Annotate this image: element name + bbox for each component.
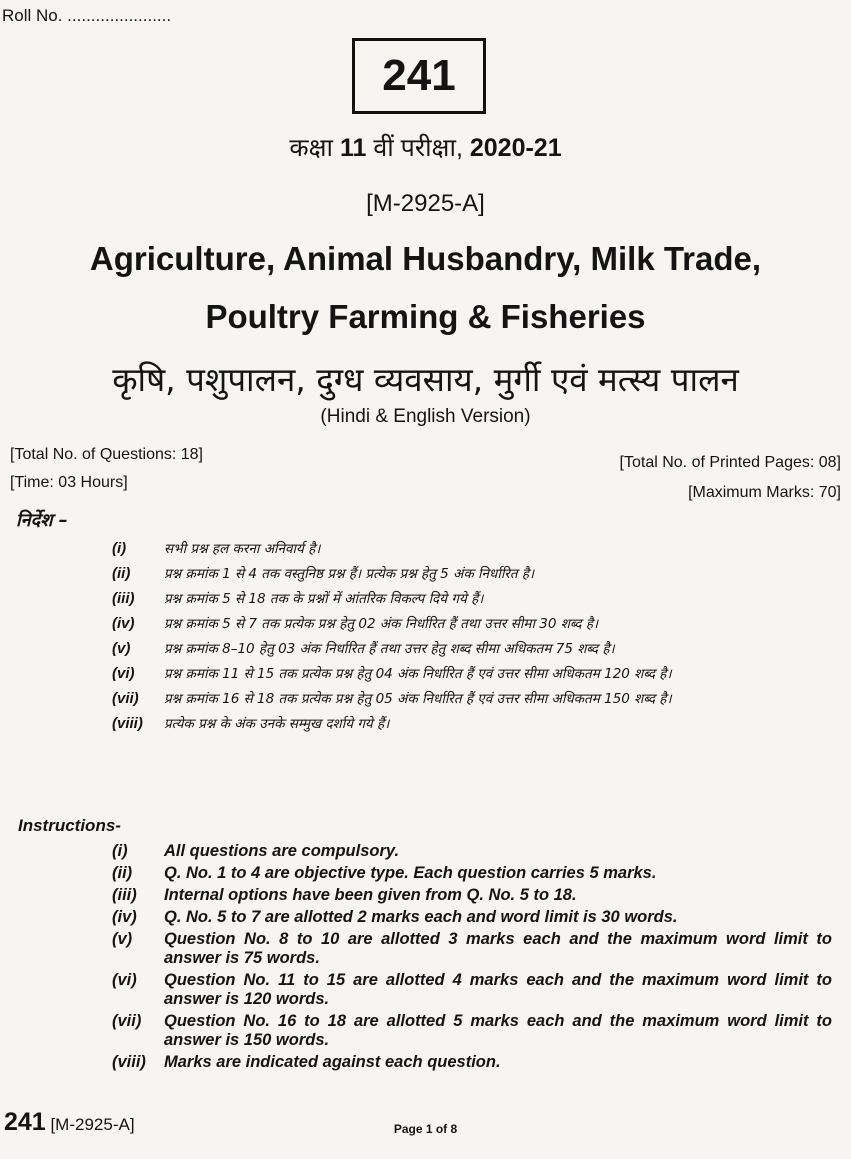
item-number: (v) — [112, 640, 131, 657]
list-item — [112, 715, 832, 733]
item-text: Internal options have been given from Q. No. 5 to 18. — [164, 886, 577, 904]
subject-title-line-2: Poultry Farming & Fisheries — [205, 298, 646, 335]
instructions-english-heading: Instructions- — [18, 816, 121, 835]
item-number: (vii) — [112, 1012, 142, 1030]
list-item — [112, 930, 832, 968]
instructions-hindi-heading: निर्देश – — [16, 510, 68, 531]
item-text: प्रश्न क्रमांक 11 से 15 तक प्रत्येक प्रश्न हेतु 04 अंक निर्धारित हैं एवं उत्तर सीमा अधिकतम 120 शब्द है। — [164, 666, 672, 682]
item-number: (iv) — [112, 615, 135, 632]
subject-title-line-1: Agriculture, Animal Husbandry, Milk Trade, — [89, 240, 762, 277]
list-item — [112, 864, 832, 883]
list-item — [112, 690, 832, 708]
item-text: प्रत्येक प्रश्न के अंक उनके सम्मुख दर्शाये गये हैं। — [164, 716, 390, 732]
item-number: (i) — [112, 842, 128, 860]
exam-line — [0, 130, 851, 164]
item-number: (v) — [112, 930, 133, 948]
item-text: Marks are indicated against each question. — [164, 1053, 501, 1071]
exam-year: 2020-21 — [469, 134, 562, 162]
item-text: Question No. 16 to 18 are allotted 5 marks each and the maximum word limit to answer is 150 words. — [164, 1012, 832, 1049]
item-text: प्रश्न क्रमांक 8–10 हेतु 03 अंक निर्धारित हैं तथा उत्तर हेतु शब्द सीमा अधिकतम 75 शब्द है। — [164, 641, 615, 657]
maximum-marks: [Maximum Marks: 70] — [688, 484, 841, 501]
item-text: प्रश्न क्रमांक 1 से 4 तक वस्तुनिष्ठ प्रश्न हैं। प्रत्येक प्रश्न हेतु 5 अंक निर्धारित है। — [164, 566, 535, 582]
list-item — [112, 971, 832, 1009]
item-text: प्रश्न क्रमांक 16 से 18 तक प्रत्येक प्रश्न हेतु 05 अंक निर्धारित हैं एवं उत्तर सीमा अधिकतम 150 शब्द है। — [164, 691, 672, 707]
footer-code-text: [M-2925-A] — [50, 1115, 135, 1134]
paper-code: [M-2925-A] — [366, 190, 485, 217]
version-note: (Hindi & English Version) — [320, 406, 531, 427]
item-number: (vii) — [112, 690, 139, 707]
item-number: (i) — [112, 540, 127, 557]
item-number: (ii) — [112, 864, 133, 882]
instructions-english-list — [112, 842, 832, 1075]
exam-label: वीं परीक्षा, — [373, 134, 463, 162]
class-label: कक्षा — [289, 134, 333, 162]
list-item — [112, 842, 832, 861]
list-item — [112, 640, 832, 658]
time-allowed: [Time: 03 Hours] — [10, 474, 128, 491]
instructions-hindi-list — [112, 540, 832, 740]
item-number: (iii) — [112, 886, 137, 904]
printed-pages: [Total No. of Printed Pages: 08] — [619, 454, 841, 471]
list-item — [112, 1053, 832, 1072]
item-number: (vi) — [112, 971, 137, 989]
list-item — [112, 908, 832, 927]
item-number: (iii) — [112, 590, 135, 607]
paper-number-box — [352, 38, 486, 114]
item-number: (viii) — [112, 715, 143, 732]
list-item — [112, 540, 832, 558]
class-number: 11 — [339, 134, 367, 162]
item-text: Question No. 8 to 10 are allotted 3 marks each and the maximum word limit to answer is 75 words. — [164, 930, 832, 967]
item-text: All questions are compulsory. — [164, 842, 400, 860]
page-number: Page 1 of 8 — [393, 1122, 458, 1136]
item-text: Question No. 11 to 15 are allotted 4 marks each and the maximum word limit to answer is 120 words. — [164, 971, 832, 1008]
list-item — [112, 886, 832, 905]
paper-number: 241 — [382, 51, 456, 100]
total-questions: [Total No. of Questions: 18] — [10, 446, 203, 463]
list-item — [112, 615, 832, 633]
item-text: सभी प्रश्न हल करना अनिवार्य है। — [164, 541, 321, 557]
item-text: प्रश्न क्रमांक 5 से 18 तक के प्रश्नों में आंतरिक विकल्प दिये गये हैं। — [164, 591, 484, 607]
item-text: प्रश्न क्रमांक 5 से 7 तक प्रत्येक प्रश्न हेतु 02 अंक निर्धारित हैं तथा उत्तर सीमा 30 शब्द है। — [164, 616, 599, 632]
list-item — [112, 1012, 832, 1050]
item-text: Q. No. 1 to 4 are objective type. Each question carries 5 marks. — [164, 864, 657, 882]
list-item — [112, 665, 832, 683]
item-text: Q. No. 5 to 7 are allotted 2 marks each and word limit is 30 words. — [164, 908, 678, 926]
footer-paper-number: 241 — [4, 1108, 46, 1136]
list-item — [112, 590, 832, 608]
subject-title-hindi: कृषि, पशुपालन, दुग्ध व्यवसाय, मुर्गी एवं मत्स्य पालन — [112, 360, 739, 399]
list-item — [112, 565, 832, 583]
item-number: (ii) — [112, 565, 131, 582]
item-number: (viii) — [112, 1053, 146, 1071]
roll-number-line: Roll No. ...................... — [2, 6, 172, 25]
item-number: (iv) — [112, 908, 137, 926]
item-number: (vi) — [112, 665, 135, 682]
